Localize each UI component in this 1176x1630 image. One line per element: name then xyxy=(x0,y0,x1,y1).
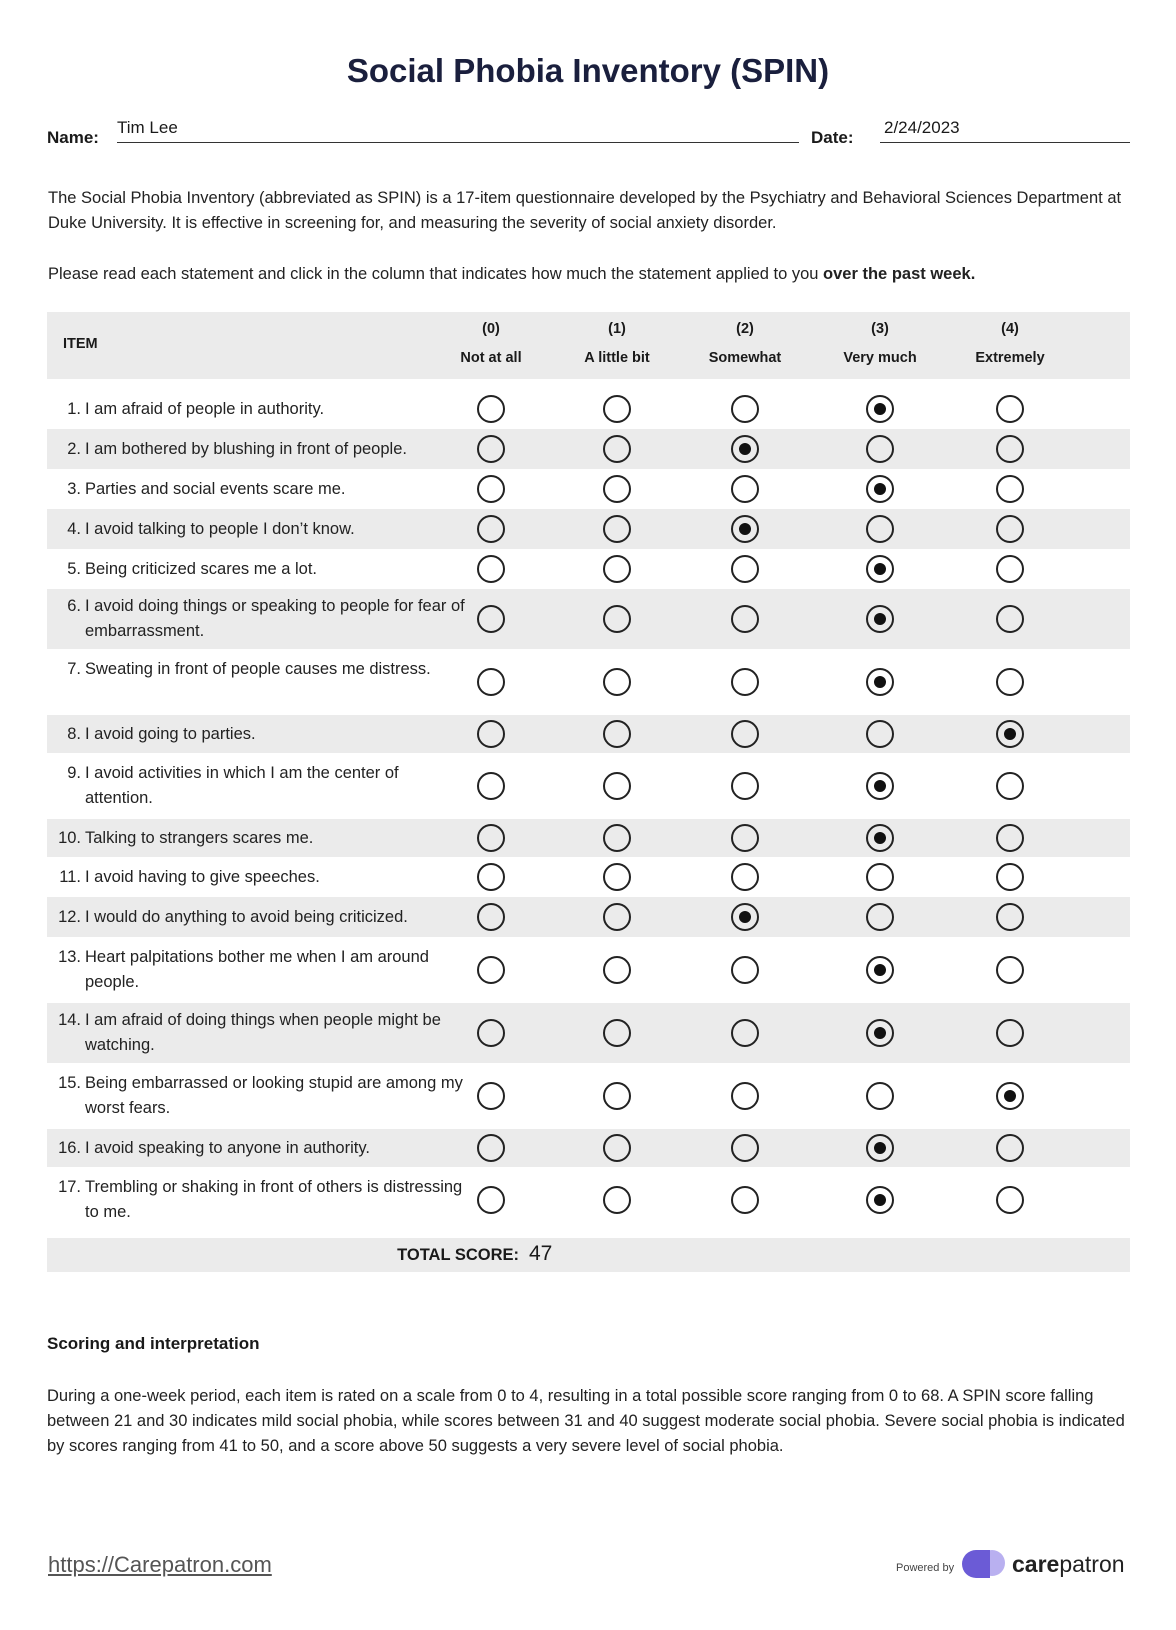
total-score-label: TOTAL SCORE: xyxy=(397,1246,519,1264)
radio-item16-option2[interactable] xyxy=(731,1134,759,1162)
total-score-value: 47 xyxy=(529,1242,553,1265)
item-text: Trembling or shaking in front of others is distressing to me. xyxy=(85,1178,463,1221)
radio-item11-option1[interactable] xyxy=(603,863,631,891)
intro-instruction xyxy=(48,262,1128,287)
radio-item5-option4[interactable] xyxy=(996,555,1024,583)
column-score: (1) xyxy=(608,321,626,337)
radio-item6-option0[interactable] xyxy=(477,605,505,633)
column-header-2 xyxy=(685,312,805,379)
column-label: Extremely xyxy=(975,350,1045,366)
item-number: 10. xyxy=(58,828,81,847)
item-text: I am afraid of doing things when people might be watching. xyxy=(85,1011,441,1054)
table-row xyxy=(47,429,1130,469)
radio-item4-option2[interactable] xyxy=(731,515,759,543)
radio-item4-option4[interactable] xyxy=(996,515,1024,543)
radio-item3-option3[interactable] xyxy=(866,475,894,503)
radio-item1-option1[interactable] xyxy=(603,395,631,423)
radio-item9-option1[interactable] xyxy=(603,772,631,800)
item-text: I avoid doing things or speaking to people for fear of embarrassment. xyxy=(85,597,465,640)
radio-item8-option0[interactable] xyxy=(477,720,505,748)
radio-item3-option2[interactable] xyxy=(731,475,759,503)
table-row xyxy=(47,509,1130,549)
column-label: Very much xyxy=(843,350,917,366)
radio-item13-option0[interactable] xyxy=(477,956,505,984)
date-underline xyxy=(880,142,1130,143)
radio-item11-option0[interactable] xyxy=(477,863,505,891)
column-label: Not at all xyxy=(460,350,522,366)
table-row xyxy=(47,589,1130,649)
instruction-bold-text: over the past week. xyxy=(823,265,976,283)
radio-item1-option0[interactable] xyxy=(477,395,505,423)
table-row xyxy=(47,1167,1130,1233)
table-row xyxy=(47,937,1130,1003)
radio-item5-option3[interactable] xyxy=(866,555,894,583)
date-label: Date: xyxy=(811,128,854,147)
item-number: 8. xyxy=(67,724,81,743)
radio-item17-option0[interactable] xyxy=(477,1186,505,1214)
table-row xyxy=(47,897,1130,937)
radio-item14-option1[interactable] xyxy=(603,1019,631,1047)
radio-item10-option0[interactable] xyxy=(477,824,505,852)
column-header-3 xyxy=(820,312,940,379)
item-number: 3. xyxy=(67,479,81,498)
radio-item12-option1[interactable] xyxy=(603,903,631,931)
item-text: Sweating in front of people causes me distress. xyxy=(85,660,431,678)
radio-item9-option0[interactable] xyxy=(477,772,505,800)
radio-item16-option4[interactable] xyxy=(996,1134,1024,1162)
radio-item9-option2[interactable] xyxy=(731,772,759,800)
radio-item6-option2[interactable] xyxy=(731,605,759,633)
column-score: (3) xyxy=(871,321,889,337)
radio-item11-option2[interactable] xyxy=(731,863,759,891)
column-score: (4) xyxy=(1001,321,1019,337)
radio-item7-option4[interactable] xyxy=(996,668,1024,696)
table-row xyxy=(47,1129,1130,1167)
radio-item12-option4[interactable] xyxy=(996,903,1024,931)
radio-item2-option0[interactable] xyxy=(477,435,505,463)
radio-item9-option3[interactable] xyxy=(866,772,894,800)
spin-table xyxy=(47,312,1130,1272)
table-row xyxy=(47,857,1130,897)
table-header xyxy=(47,312,1130,379)
radio-item14-option3[interactable] xyxy=(866,1019,894,1047)
powered-by-text: Powered by xyxy=(896,1562,955,1574)
scoring-title: Scoring and interpretation xyxy=(47,1334,260,1353)
radio-item6-option3[interactable] xyxy=(866,605,894,633)
radio-item14-option0[interactable] xyxy=(477,1019,505,1047)
item-text: I avoid talking to people I don’t know. xyxy=(85,519,355,538)
radio-item7-option1[interactable] xyxy=(603,668,631,696)
column-label: Somewhat xyxy=(708,350,782,366)
column-header-0 xyxy=(431,312,551,379)
item-number: 17. xyxy=(58,1178,81,1196)
item-number: 16. xyxy=(58,1138,81,1157)
radio-item15-option0[interactable] xyxy=(477,1082,505,1110)
item-text: Heart palpitations bother me when I am around people. xyxy=(85,948,429,991)
item-text: Parties and social events scare me. xyxy=(85,479,346,498)
item-text: I avoid going to parties. xyxy=(85,724,256,743)
total-score-row xyxy=(47,1238,1130,1272)
table-row xyxy=(47,389,1130,429)
radio-item9-option4[interactable] xyxy=(996,772,1024,800)
radio-item16-option1[interactable] xyxy=(603,1134,631,1162)
radio-item1-option3[interactable] xyxy=(866,395,894,423)
radio-item4-option0[interactable] xyxy=(477,515,505,543)
radio-item5-option2[interactable] xyxy=(731,555,759,583)
radio-item3-option4[interactable] xyxy=(996,475,1024,503)
item-number: 6. xyxy=(67,597,81,615)
radio-item15-option3[interactable] xyxy=(866,1082,894,1110)
item-text: Talking to strangers scares me. xyxy=(85,828,314,847)
name-underline xyxy=(117,142,799,143)
brand-bold: care xyxy=(1012,1551,1060,1577)
radio-item8-option2[interactable] xyxy=(731,720,759,748)
radio-item6-option1[interactable] xyxy=(603,605,631,633)
item-number: 15. xyxy=(58,1074,81,1092)
radio-item5-option1[interactable] xyxy=(603,555,631,583)
item-number: 4. xyxy=(67,519,81,538)
radio-item17-option4[interactable] xyxy=(996,1186,1024,1214)
item-number: 5. xyxy=(67,559,81,578)
radio-item17-option3[interactable] xyxy=(866,1186,894,1214)
radio-item3-option0[interactable] xyxy=(477,475,505,503)
radio-item12-option0[interactable] xyxy=(477,903,505,931)
radio-item2-option1[interactable] xyxy=(603,435,631,463)
scoring-text: During a one-week period, each item is rated on a scale from 0 to 4, resulting in a total possible score ranging from 0 to 68. A SPIN score falling between 21 and 30 indicates mild social phobia, while scores between 31 and 40 suggest moderate social phobia. Severe social phobia is indicated by scores ranging from 41 to 50, and a score above 50 suggests a very severe level of social phobia. xyxy=(47,1387,1125,1455)
radio-item11-option4[interactable] xyxy=(996,863,1024,891)
column-header-1 xyxy=(557,312,677,379)
radio-item12-option3[interactable] xyxy=(866,903,894,931)
radio-item8-option3[interactable] xyxy=(866,720,894,748)
instruction-text: Please read each statement and click in the column that indicates how much the statement applied to you xyxy=(48,265,819,283)
radio-item16-option0[interactable] xyxy=(477,1134,505,1162)
item-number: 9. xyxy=(67,764,81,782)
radio-item13-option3[interactable] xyxy=(866,956,894,984)
radio-item13-option1[interactable] xyxy=(603,956,631,984)
item-number: 13. xyxy=(58,948,81,966)
radio-item15-option2[interactable] xyxy=(731,1082,759,1110)
radio-item10-option1[interactable] xyxy=(603,824,631,852)
table-row xyxy=(47,549,1130,589)
item-number: 12. xyxy=(58,907,81,926)
radio-item13-option2[interactable] xyxy=(731,956,759,984)
item-number: 2. xyxy=(67,439,81,458)
name-field[interactable]: Tim Lee xyxy=(117,118,178,137)
radio-item5-option0[interactable] xyxy=(477,555,505,583)
item-text: Being embarrassed or looking stupid are among my worst fears. xyxy=(85,1074,463,1117)
radio-item7-option2[interactable] xyxy=(731,668,759,696)
carepatron-brand xyxy=(1012,1551,1125,1578)
carepatron-link[interactable]: https://Carepatron.com xyxy=(48,1552,272,1577)
radio-item17-option2[interactable] xyxy=(731,1186,759,1214)
radio-item7-option0[interactable] xyxy=(477,668,505,696)
column-label: A little bit xyxy=(584,350,650,366)
column-score: (0) xyxy=(482,321,500,337)
page-title: Social Phobia Inventory (SPIN) xyxy=(346,52,830,89)
radio-item8-option4[interactable] xyxy=(996,720,1024,748)
item-text: I would do anything to avoid being criticized. xyxy=(85,907,408,926)
column-header-4 xyxy=(950,312,1070,379)
radio-item15-option4[interactable] xyxy=(996,1082,1024,1110)
table-row xyxy=(47,715,1130,753)
radio-item4-option3[interactable] xyxy=(866,515,894,543)
radio-item6-option4[interactable] xyxy=(996,605,1024,633)
radio-item15-option1[interactable] xyxy=(603,1082,631,1110)
carepatron-logo-icon xyxy=(962,1548,1008,1580)
radio-item14-option4[interactable] xyxy=(996,1019,1024,1047)
table-row xyxy=(47,753,1130,819)
table-row xyxy=(47,469,1130,509)
radio-item10-option4[interactable] xyxy=(996,824,1024,852)
radio-item11-option3[interactable] xyxy=(866,863,894,891)
radio-item2-option3[interactable] xyxy=(866,435,894,463)
table-row xyxy=(47,819,1130,857)
radio-item12-option2[interactable] xyxy=(731,903,759,931)
item-text: I am bothered by blushing in front of people. xyxy=(85,439,407,458)
radio-item16-option3[interactable] xyxy=(866,1134,894,1162)
radio-item13-option4[interactable] xyxy=(996,956,1024,984)
name-label: Name: xyxy=(47,128,99,147)
brand-rest: patron xyxy=(1059,1551,1125,1577)
table-row xyxy=(47,1063,1130,1129)
radio-item10-option2[interactable] xyxy=(731,824,759,852)
item-text: I am afraid of people in authority. xyxy=(85,399,325,418)
intro-description: The Social Phobia Inventory (abbreviated as SPIN) is a 17-item questionnaire developed by the Psychiatry and Behavioral Sciences Department at Duke University. It is effective in screening for, and measuring the severity of social anxiety disorder. xyxy=(48,189,1122,232)
radio-item8-option1[interactable] xyxy=(603,720,631,748)
item-text: I avoid speaking to anyone in authority. xyxy=(85,1138,370,1157)
radio-item4-option1[interactable] xyxy=(603,515,631,543)
item-number: 14. xyxy=(58,1011,81,1029)
table-row xyxy=(47,1003,1130,1063)
item-number: 1. xyxy=(67,399,81,418)
item-number: 7. xyxy=(67,660,81,678)
column-score: (2) xyxy=(736,321,754,337)
date-field[interactable]: 2/24/2023 xyxy=(884,118,960,137)
radio-item10-option3[interactable] xyxy=(866,824,894,852)
radio-item7-option3[interactable] xyxy=(866,668,894,696)
radio-item17-option1[interactable] xyxy=(603,1186,631,1214)
radio-item1-option2[interactable] xyxy=(731,395,759,423)
radio-item14-option2[interactable] xyxy=(731,1019,759,1047)
item-number: 11. xyxy=(59,867,81,886)
item-text: I avoid activities in which I am the center of attention. xyxy=(85,764,399,807)
radio-item1-option4[interactable] xyxy=(996,395,1024,423)
table-row xyxy=(47,649,1130,715)
item-text: Being criticized scares me a lot. xyxy=(85,559,318,578)
item-column-header: ITEM xyxy=(63,336,98,352)
radio-item2-option4[interactable] xyxy=(996,435,1024,463)
radio-item2-option2[interactable] xyxy=(731,435,759,463)
item-text: I avoid having to give speeches. xyxy=(85,867,320,886)
radio-item3-option1[interactable] xyxy=(603,475,631,503)
